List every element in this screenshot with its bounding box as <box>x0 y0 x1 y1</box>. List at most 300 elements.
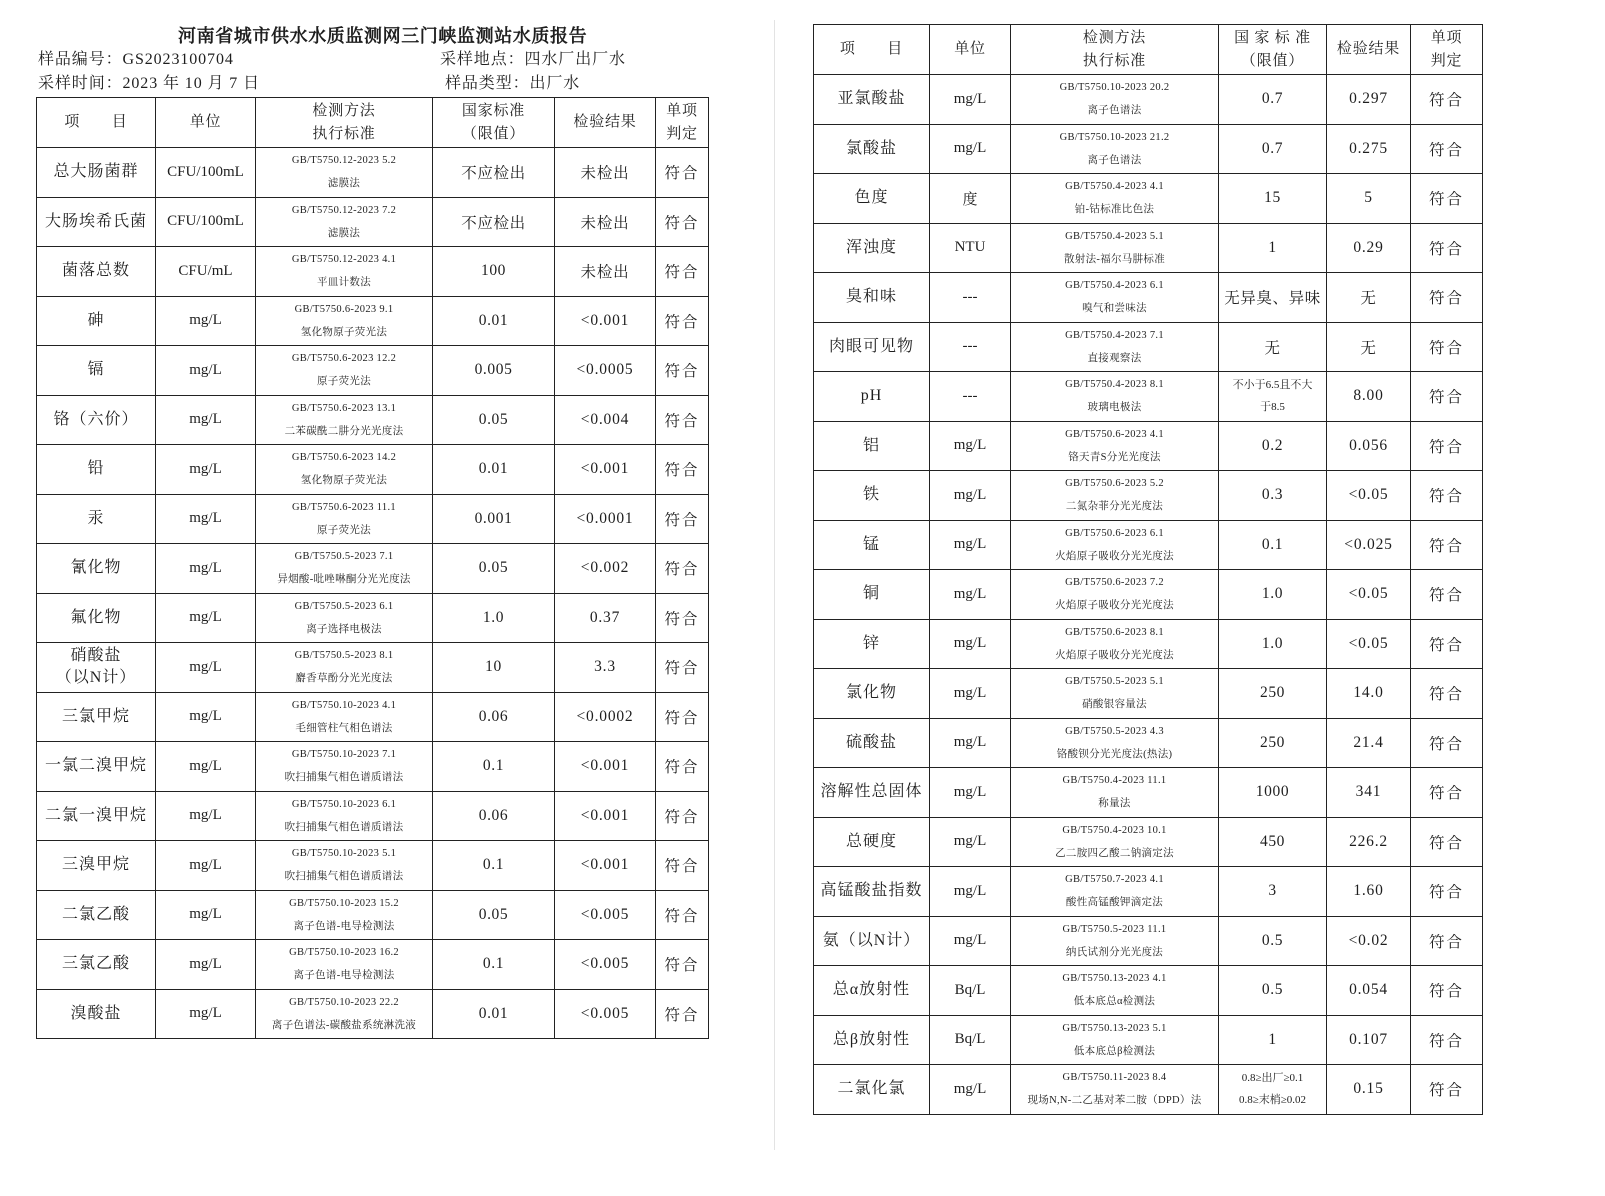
unit: mg/L <box>156 841 256 891</box>
test-method <box>256 395 433 445</box>
table-row <box>814 372 1483 422</box>
header-result: 检验结果 <box>1327 25 1411 75</box>
unit: mg/L <box>156 692 256 742</box>
national-limit: 250 <box>1219 718 1327 768</box>
item-name: 三溴甲烷 <box>37 841 156 891</box>
method-standard-code: GB/T5750.4-2023 8.1 <box>1065 379 1164 391</box>
method-standard-code: GB/T5750.4-2023 10.1 <box>1062 824 1167 836</box>
report-title: 河南省城市供水水质监测网三门峡监测站水质报告 <box>178 26 588 46</box>
header-limit-line1: 国家标准 <box>461 102 526 119</box>
unit: mg/L <box>156 989 256 1039</box>
table-row <box>37 445 709 495</box>
test-result: 14.0 <box>1327 669 1411 719</box>
judgement: 符合 <box>1411 669 1483 719</box>
national-limit: 100 <box>433 247 555 297</box>
test-method <box>1011 75 1219 125</box>
header-method-line1: 检测方法 <box>1082 29 1147 46</box>
judgement: 符合 <box>1411 768 1483 818</box>
method-standard-code: GB/T5750.6-2023 5.2 <box>1065 478 1164 490</box>
unit: mg/L <box>930 520 1011 570</box>
test-method <box>256 841 433 891</box>
method-standard-code: GB/T5750.6-2023 13.1 <box>291 402 397 414</box>
unit: mg/L <box>156 494 256 544</box>
item-name: 镉 <box>37 346 156 396</box>
item-name: 肉眼可见物 <box>814 322 930 372</box>
method-name: 低本底总α检测法 <box>1073 996 1156 1008</box>
test-method <box>1011 669 1219 719</box>
national-limit: 无 <box>1219 322 1327 372</box>
test-result: <0.005 <box>555 890 656 940</box>
test-method <box>256 643 433 693</box>
judgement: 符合 <box>656 346 709 396</box>
judgement: 符合 <box>1411 223 1483 273</box>
test-result: <0.004 <box>555 395 656 445</box>
method-standard-code: GB/T5750.10-2023 4.1 <box>291 699 397 711</box>
method-standard-code: GB/T5750.10-2023 20.2 <box>1059 82 1170 94</box>
national-limit: 0.5 <box>1219 916 1327 966</box>
test-result: 1.60 <box>1327 867 1411 917</box>
header-judge-line2: 判定 <box>666 125 698 142</box>
test-result: 未检出 <box>555 148 656 198</box>
table-row <box>814 718 1483 768</box>
method-name: 嗅气和尝味法 <box>1082 303 1147 315</box>
method-name: 离子选择电极法 <box>306 623 382 635</box>
national-limit: 1000 <box>1219 768 1327 818</box>
test-method <box>256 197 433 247</box>
judgement: 符合 <box>656 247 709 297</box>
header-method-line2: 执行标准 <box>312 125 376 142</box>
method-name: 离子色谱法 <box>1087 105 1142 117</box>
judgement: 符合 <box>1411 273 1483 323</box>
table-row <box>814 966 1483 1016</box>
table-row <box>814 817 1483 867</box>
test-result: <0.0001 <box>555 494 656 544</box>
method-name: 离子色谱-电导检测法 <box>293 970 395 982</box>
method-standard-code: GB/T5750.6-2023 4.1 <box>1065 428 1164 440</box>
test-result: 0.275 <box>1327 124 1411 174</box>
judgement: 符合 <box>656 296 709 346</box>
method-name: 离子色谱-电导检测法 <box>293 920 395 932</box>
method-name: 火焰原子吸收分光光度法 <box>1055 649 1174 661</box>
item-name: 锰 <box>814 520 930 570</box>
header-item: 项 目 <box>37 98 156 148</box>
test-result: 5 <box>1327 174 1411 224</box>
results-table-page-1 <box>36 97 709 1039</box>
judgement: 符合 <box>656 148 709 198</box>
test-method <box>1011 372 1219 422</box>
judgement: 符合 <box>656 791 709 841</box>
table-row <box>37 197 709 247</box>
test-method <box>1011 966 1219 1016</box>
national-limit: 0.005 <box>433 346 555 396</box>
header-method-line1: 检测方法 <box>312 102 376 119</box>
header-judge-line1: 单项 <box>666 102 698 119</box>
national-limit: 0.7 <box>1219 75 1327 125</box>
national-limit: 1.0 <box>433 593 555 643</box>
national-limit: 0.7 <box>1219 124 1327 174</box>
test-result: 21.4 <box>1327 718 1411 768</box>
test-result: 未检出 <box>555 247 656 297</box>
test-result: <0.005 <box>555 989 656 1039</box>
judgement: 符合 <box>1411 817 1483 867</box>
judgement: 符合 <box>1411 421 1483 471</box>
table-row <box>37 742 709 792</box>
judgement: 符合 <box>1411 174 1483 224</box>
table-row <box>814 570 1483 620</box>
unit: mg/L <box>930 1065 1011 1115</box>
judgement: 符合 <box>656 643 709 693</box>
unit: mg/L <box>156 346 256 396</box>
unit: mg/L <box>930 817 1011 867</box>
test-method <box>256 989 433 1039</box>
test-method <box>256 346 433 396</box>
unit: CFU/mL <box>156 247 256 297</box>
header-unit: 单位 <box>930 25 1011 75</box>
judgement: 符合 <box>1411 718 1483 768</box>
method-name: 火焰原子吸收分光光度法 <box>1055 550 1174 562</box>
item-name: 汞 <box>37 494 156 544</box>
item-name: 二氯乙酸 <box>37 890 156 940</box>
national-limit: 0.5 <box>1219 966 1327 1016</box>
sample-type: 样品类型：出厂水 <box>445 75 581 92</box>
method-standard-code: GB/T5750.4-2023 6.1 <box>1065 280 1164 292</box>
judgement: 符合 <box>656 197 709 247</box>
national-limit: 0.01 <box>433 989 555 1039</box>
table-row <box>37 890 709 940</box>
item-name: 大肠埃希氏菌 <box>37 197 156 247</box>
national-limit: 0.001 <box>433 494 555 544</box>
judgement: 符合 <box>1411 124 1483 174</box>
national-limit: 250 <box>1219 669 1327 719</box>
test-result: <0.05 <box>1327 471 1411 521</box>
national-limit: 1 <box>1219 223 1327 273</box>
unit: mg/L <box>156 791 256 841</box>
unit: mg/L <box>930 75 1011 125</box>
unit: mg/L <box>156 890 256 940</box>
judgement: 符合 <box>1411 619 1483 669</box>
table-row <box>814 421 1483 471</box>
table-row <box>37 791 709 841</box>
unit: --- <box>930 372 1011 422</box>
method-standard-code: GB/T5750.4-2023 4.1 <box>1065 181 1164 193</box>
method-name: 异烟酸-吡唑啉酮分光光度法 <box>277 574 411 586</box>
table-row <box>814 322 1483 372</box>
method-standard-code: GB/T5750.6-2023 6.1 <box>1065 527 1164 539</box>
national-limit: 0.1 <box>433 940 555 990</box>
method-name: 二氮杂菲分光光度法 <box>1065 501 1164 513</box>
unit: mg/L <box>156 742 256 792</box>
judgement: 符合 <box>656 445 709 495</box>
method-standard-code: GB/T5750.10-2023 21.2 <box>1059 131 1170 143</box>
method-standard-code: GB/T5750.13-2023 5.1 <box>1062 1022 1167 1034</box>
test-method <box>1011 619 1219 669</box>
test-method <box>256 593 433 643</box>
item-name: 铝 <box>814 421 930 471</box>
item-name: pH <box>814 372 930 422</box>
table-header-row <box>37 98 709 148</box>
item-name: 总β放射性 <box>814 1015 930 1065</box>
method-name: 平皿计数法 <box>317 277 371 289</box>
method-name: 铬酸钡分光光度法(热法) <box>1056 748 1173 760</box>
item-name: 铬（六价） <box>37 395 156 445</box>
test-method <box>256 148 433 198</box>
method-standard-code: GB/T5750.7-2023 4.1 <box>1065 874 1164 886</box>
table-row <box>37 494 709 544</box>
test-result: 0.297 <box>1327 75 1411 125</box>
unit: Bq/L <box>930 966 1011 1016</box>
test-result: 8.00 <box>1327 372 1411 422</box>
method-standard-code: GB/T5750.5-2023 7.1 <box>294 551 394 563</box>
unit: mg/L <box>930 124 1011 174</box>
table-row <box>814 1065 1483 1115</box>
item-name: 锌 <box>814 619 930 669</box>
item-name: 总硬度 <box>814 817 930 867</box>
method-standard-code: GB/T5750.10-2023 7.1 <box>291 749 397 761</box>
method-name: 散射法-福尔马肼标准 <box>1064 253 1165 265</box>
test-result: 226.2 <box>1327 817 1411 867</box>
item-name: 二氯化氯 <box>814 1065 930 1115</box>
method-name: 毛细管柱气相色谱法 <box>295 722 393 734</box>
method-name: 直接观察法 <box>1087 352 1142 364</box>
table-row <box>814 1015 1483 1065</box>
national-limit: 1.0 <box>1219 570 1327 620</box>
national-limit: 0.06 <box>433 791 555 841</box>
test-result: <0.0002 <box>555 692 656 742</box>
item-name: 氟化物 <box>37 593 156 643</box>
test-method <box>1011 322 1219 372</box>
method-name: 铬天青S分光光度法 <box>1068 451 1161 463</box>
item-name: 铁 <box>814 471 930 521</box>
test-result: <0.001 <box>555 841 656 891</box>
item-name: 硝酸盐 （以N计） <box>37 643 156 693</box>
judgement: 符合 <box>1411 966 1483 1016</box>
test-result: 3.3 <box>555 643 656 693</box>
header-item: 项 目 <box>814 25 930 75</box>
test-result: <0.001 <box>555 296 656 346</box>
unit: mg/L <box>156 395 256 445</box>
unit: mg/L <box>156 544 256 594</box>
national-limit: 0.1 <box>433 841 555 891</box>
method-name: 滤膜法 <box>327 178 361 190</box>
sampling-site: 采样地点：四水厂出厂水 <box>440 51 626 68</box>
header-method <box>1011 25 1219 75</box>
method-standard-code: GB/T5750.13-2023 4.1 <box>1062 973 1167 985</box>
national-limit: 不应检出 <box>433 148 555 198</box>
test-result: <0.005 <box>555 940 656 990</box>
method-standard-code: GB/T5750.5-2023 5.1 <box>1065 676 1164 688</box>
method-standard-code: GB/T5750.10-2023 5.1 <box>291 848 397 860</box>
item-name: 三氯甲烷 <box>37 692 156 742</box>
method-name: 原子荧光法 <box>317 376 371 388</box>
item-name: 一氯二溴甲烷 <box>37 742 156 792</box>
method-standard-code: GB/T5750.10-2023 16.2 <box>289 947 399 959</box>
test-result: <0.05 <box>1327 570 1411 620</box>
table-row <box>37 692 709 742</box>
method-standard-code: GB/T5750.12-2023 4.1 <box>291 254 397 266</box>
unit: mg/L <box>930 669 1011 719</box>
header-judge-line1: 单项 <box>1430 29 1463 46</box>
judgement: 符合 <box>1411 75 1483 125</box>
method-standard-code: GB/T5750.10-2023 6.1 <box>291 798 397 810</box>
test-result: 341 <box>1327 768 1411 818</box>
test-method <box>1011 174 1219 224</box>
table-row <box>814 867 1483 917</box>
judgement: 符合 <box>656 395 709 445</box>
header-limit <box>1219 25 1327 75</box>
method-name: 火焰原子吸收分光光度法 <box>1055 600 1174 612</box>
page-divider <box>774 20 775 1150</box>
unit: NTU <box>930 223 1011 273</box>
header-judge-line2: 判定 <box>1430 52 1463 69</box>
national-limit: 15 <box>1219 174 1327 224</box>
method-name: 纳氏试剂分光光度法 <box>1065 946 1164 958</box>
unit: mg/L <box>930 570 1011 620</box>
method-standard-code: GB/T5750.6-2023 7.2 <box>1065 577 1164 589</box>
table-row <box>37 346 709 396</box>
judgement: 符合 <box>656 890 709 940</box>
national-limit: 不应检出 <box>433 197 555 247</box>
header-unit: 单位 <box>156 98 256 148</box>
table-row <box>814 124 1483 174</box>
method-name: 离子色谱法 <box>1087 154 1142 166</box>
test-method <box>1011 1065 1219 1115</box>
table-row <box>814 520 1483 570</box>
test-method <box>256 445 433 495</box>
table-row <box>814 75 1483 125</box>
unit: mg/L <box>156 445 256 495</box>
national-limit: 0.3 <box>1219 471 1327 521</box>
test-method <box>256 940 433 990</box>
item-name: 氯酸盐 <box>814 124 930 174</box>
method-standard-code: GB/T5750.6-2023 14.2 <box>291 452 397 464</box>
method-standard-code: GB/T5750.4-2023 5.1 <box>1065 230 1164 242</box>
test-method <box>1011 570 1219 620</box>
header-limit <box>433 98 555 148</box>
results-table-page-2 <box>813 24 1483 1115</box>
item-name: 氰化物 <box>37 544 156 594</box>
national-limit: 0.05 <box>433 544 555 594</box>
table-row <box>814 471 1483 521</box>
test-method <box>256 890 433 940</box>
unit: mg/L <box>156 296 256 346</box>
unit: mg/L <box>156 643 256 693</box>
unit: --- <box>930 322 1011 372</box>
national-limit: 1 <box>1219 1015 1327 1065</box>
method-name: 氢化物原子荧光法 <box>300 475 388 487</box>
method-name: 二苯碳酰二肼分光光度法 <box>284 425 404 437</box>
test-result: 0.054 <box>1327 966 1411 1016</box>
test-method <box>1011 421 1219 471</box>
table-row <box>814 223 1483 273</box>
test-result: <0.025 <box>1327 520 1411 570</box>
item-name: 铜 <box>814 570 930 620</box>
table-row <box>814 174 1483 224</box>
method-standard-code: GB/T5750.6-2023 8.1 <box>1065 626 1164 638</box>
header-method <box>256 98 433 148</box>
method-name: 离子色谱法-碳酸盐系统淋洗液 <box>271 1019 417 1031</box>
judgement: 符合 <box>656 989 709 1039</box>
test-result: 无 <box>1327 273 1411 323</box>
unit: mg/L <box>156 593 256 643</box>
national-limit: 1.0 <box>1219 619 1327 669</box>
table-row <box>37 593 709 643</box>
table-row <box>814 669 1483 719</box>
item-name: 总大肠菌群 <box>37 148 156 198</box>
judgement: 符合 <box>1411 471 1483 521</box>
unit: mg/L <box>930 471 1011 521</box>
header-result: 检验结果 <box>555 98 656 148</box>
table-row <box>37 247 709 297</box>
method-name: 酸性高锰酸钾滴定法 <box>1065 897 1164 909</box>
unit: mg/L <box>930 916 1011 966</box>
table-row <box>37 989 709 1039</box>
table-row <box>37 544 709 594</box>
test-method <box>1011 718 1219 768</box>
table-row <box>37 643 709 693</box>
judgement: 符合 <box>1411 1065 1483 1115</box>
table-row <box>814 619 1483 669</box>
method-standard-code: GB/T5750.5-2023 6.1 <box>294 600 394 612</box>
test-method <box>1011 223 1219 273</box>
test-result: <0.001 <box>555 791 656 841</box>
method-name: 玻璃电极法 <box>1087 402 1142 414</box>
unit: mg/L <box>930 768 1011 818</box>
method-standard-code: GB/T5750.6-2023 9.1 <box>294 303 394 315</box>
item-name: 浑浊度 <box>814 223 930 273</box>
judgement: 符合 <box>656 494 709 544</box>
test-method <box>256 544 433 594</box>
national-limit: 不小于6.5且不大于8.5 <box>1219 372 1327 422</box>
method-name: 低本底总β检测法 <box>1073 1045 1156 1057</box>
unit: mg/L <box>930 867 1011 917</box>
national-limit: 0.05 <box>433 890 555 940</box>
method-name: 现场N,N-二乙基对苯二胺（DPD）法 <box>1027 1095 1202 1107</box>
judgement: 符合 <box>656 742 709 792</box>
test-method <box>1011 916 1219 966</box>
method-name: 吹扫捕集气相色谱质谱法 <box>284 772 404 784</box>
national-limit: 10 <box>433 643 555 693</box>
item-name: 高锰酸盐指数 <box>814 867 930 917</box>
national-limit: 0.2 <box>1219 421 1327 471</box>
method-name: 吹扫捕集气相色谱质谱法 <box>284 821 404 833</box>
header-limit-line1: 国 家 标 准 <box>1234 29 1311 46</box>
test-result: <0.05 <box>1327 619 1411 669</box>
judgement: 符合 <box>1411 1015 1483 1065</box>
test-result: 0.29 <box>1327 223 1411 273</box>
table-row <box>37 296 709 346</box>
national-limit: 无异臭、异味 <box>1219 273 1327 323</box>
unit: mg/L <box>156 940 256 990</box>
test-method <box>1011 124 1219 174</box>
test-method <box>1011 273 1219 323</box>
test-result: <0.02 <box>1327 916 1411 966</box>
national-limit: 0.8≥出厂≥0.1 0.8≥末梢≥0.02 <box>1219 1065 1327 1115</box>
table-header-row <box>814 25 1483 75</box>
judgement: 符合 <box>656 593 709 643</box>
test-result: 无 <box>1327 322 1411 372</box>
judgement: 符合 <box>1411 570 1483 620</box>
item-name: 铅 <box>37 445 156 495</box>
table-row <box>814 916 1483 966</box>
method-standard-code: GB/T5750.10-2023 22.2 <box>289 996 399 1008</box>
method-name: 原子荧光法 <box>317 524 371 536</box>
unit: mg/L <box>930 619 1011 669</box>
header-limit-line2: （限值） <box>461 125 526 142</box>
national-limit: 3 <box>1219 867 1327 917</box>
unit: CFU/100mL <box>156 148 256 198</box>
table-row <box>37 841 709 891</box>
national-limit: 0.1 <box>433 742 555 792</box>
